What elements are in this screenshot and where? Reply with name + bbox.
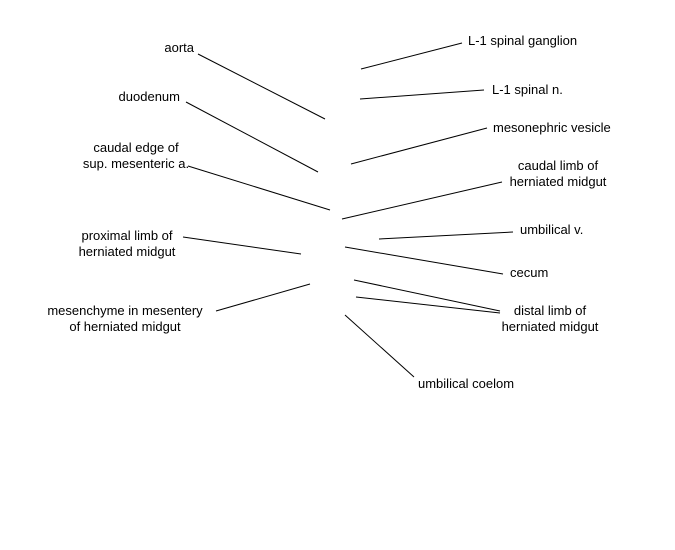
leader-line-l1-nerve: [360, 90, 484, 99]
label-l1-spinal-nerve: [492, 82, 563, 98]
leader-line-umbilical-coelom: [345, 315, 414, 377]
label-proximal-limb-line2: herniated midgut: [78, 244, 176, 259]
label-distal-limb-line1: distal limb of: [513, 303, 587, 318]
label-caudal-limb-line2: herniated midgut: [509, 174, 607, 189]
leader-line-caudal-edge: [188, 166, 330, 210]
label-l1-nerve-line1: L-1 spinal n.: [492, 82, 563, 97]
label-caudal-edge-sup-mesenteric: [81, 140, 191, 172]
leader-line-distal-limb-upper: [354, 280, 500, 311]
label-aorta-line1: aorta: [164, 40, 194, 55]
label-l1-spinal-ganglion: [468, 33, 577, 49]
label-proximal-limb-line1: proximal limb of: [81, 228, 173, 243]
leader-line-caudal-limb: [342, 182, 502, 219]
label-cecum: [510, 265, 548, 281]
label-l1-ganglion-line1: L-1 spinal ganglion: [468, 33, 578, 48]
label-caudal-limb: [498, 158, 618, 190]
label-distal-limb-line2: herniated midgut: [501, 319, 599, 334]
label-mesonephric-vesicle-line1: mesonephric vesicle: [493, 120, 611, 135]
label-mesenchyme-line1: mesenchyme in mesentery: [47, 303, 203, 318]
label-aorta: [164, 40, 194, 56]
leader-line-umbilical-vein: [379, 232, 513, 239]
leader-line-duodenum: [186, 102, 318, 172]
leader-line-cecum: [345, 247, 503, 274]
label-proximal-limb: [66, 228, 188, 260]
label-umbilical-coelom: [418, 376, 514, 392]
label-mesenchyme: [34, 303, 216, 335]
label-umbilical-vein-line1: umbilical v.: [520, 222, 584, 237]
leader-line-l1-ganglion: [361, 43, 462, 69]
leader-line-mesenchyme: [216, 284, 310, 311]
label-caudal-edge-line1: caudal edge of: [93, 140, 179, 155]
label-cecum-line1: cecum: [510, 265, 549, 280]
leader-line-distal-limb-lower: [356, 297, 500, 313]
label-distal-limb: [490, 303, 610, 335]
label-caudal-limb-line1: caudal limb of: [517, 158, 599, 173]
label-caudal-edge-line2: sup. mesenteric a.: [82, 156, 190, 171]
label-mesonephric-vesicle: [493, 120, 611, 136]
label-duodenum: [119, 89, 180, 105]
label-duodenum-line1: duodenum: [118, 89, 180, 104]
leader-line-proximal-limb: [183, 237, 301, 254]
leader-line-mesonephric-vesicle: [351, 128, 487, 164]
label-umbilical-vein: [520, 222, 583, 238]
label-umbilical-coelom-line1: umbilical coelom: [418, 376, 515, 391]
leader-line-aorta: [198, 54, 325, 119]
label-mesenchyme-line2: of herniated midgut: [69, 319, 181, 334]
